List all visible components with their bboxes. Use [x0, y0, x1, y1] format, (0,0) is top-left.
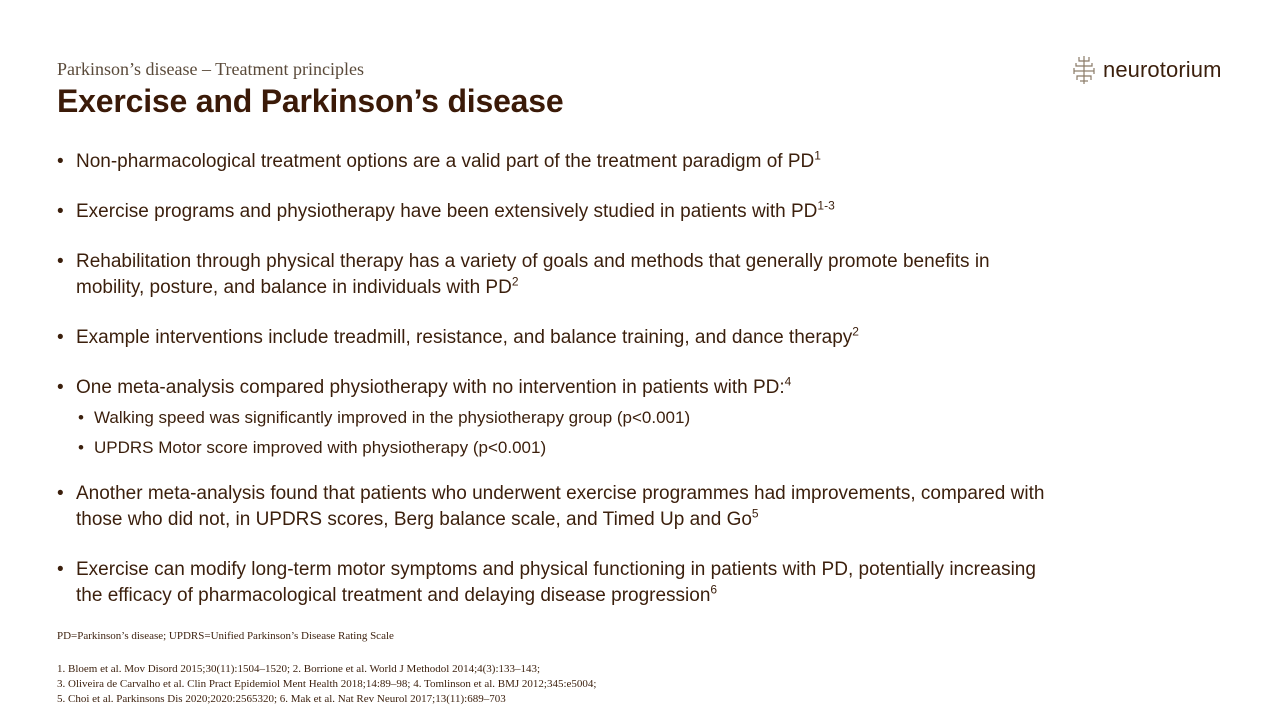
- bullet-text: Another meta-analysis found that patients who underwent exercise programmes had improvements, compared with those who did not, in UPDRS scores, Berg balance scale, and Timed Up and Go: [76, 483, 1045, 530]
- slide-title: Exercise and Parkinson’s disease: [57, 83, 564, 119]
- citation-sup: 1: [814, 148, 821, 163]
- bullet-item: [57, 199, 1047, 225]
- bullet-item: [57, 557, 1047, 609]
- bullet-item: [57, 325, 1047, 351]
- sub-bullet-item: • Walking speed was significantly improved in the physiotherapy group (p<0.001): [76, 405, 1047, 431]
- citation-sup: 1-3: [817, 198, 835, 213]
- logo-wordmark: neurotorium: [1103, 57, 1222, 82]
- bullet-list: [57, 149, 1047, 633]
- neurotorium-logo: [1071, 54, 1222, 86]
- bullet-text: Non-pharmacological treatment options are a valid part of the treatment paradigm of PD: [76, 151, 815, 172]
- neurotorium-logo-icon: [1071, 54, 1097, 86]
- bullet-text: Exercise can modify long-term motor symptoms and physical functioning in patients with PD, potentially increasing the efficacy of pharmacological treatment and delaying disease progression: [76, 559, 1036, 606]
- reference-line: 1. Bloem et al. Mov Disord 2015;30(11):1504–1520; 2. Borrione et al. World J Methodol 2014;4(3):133–143;: [57, 663, 541, 675]
- reference-line: 5. Choi et al. Parkinsons Dis 2020;2020:2565320; 6. Mak et al. Nat Rev Neurol 2017;13(11):689–703: [57, 693, 506, 705]
- references: [57, 662, 596, 707]
- citation-sup: 2: [511, 274, 519, 289]
- slide-kicker: Parkinson’s disease – Treatment principles: [57, 59, 364, 79]
- bullet-item: [57, 481, 1047, 533]
- citation-sup: 6: [710, 582, 718, 597]
- bullet-item: [57, 149, 1047, 175]
- bullet-text: Example interventions include treadmill, resistance, and balance training, and dance therapy: [76, 327, 853, 348]
- citation-sup: 5: [751, 506, 759, 521]
- bullet-text: Rehabilitation through physical therapy has a variety of goals and methods that generally promote benefits in mobility, posture, and balance in individuals with PD: [76, 251, 990, 298]
- reference-line: 3. Oliveira de Carvalho et al. Clin Pract Epidemiol Ment Health 2018;14:89–98; 4. Tomlinson et al. BMJ 2012;345:e5004;: [57, 678, 597, 690]
- bullet-item: [57, 249, 1047, 301]
- citation-sup: 4: [784, 374, 792, 389]
- abbreviations-footnote: PD=Parkinson’s disease; UPDRS=Unified Parkinson’s Disease Rating Scale: [57, 630, 394, 642]
- sub-bullet-list: [76, 405, 1047, 461]
- bullet-text: Exercise programs and physiotherapy have been extensively studied in patients with PD: [76, 201, 818, 222]
- bullet-text: One meta-analysis compared physiotherapy with no intervention in patients with PD:: [76, 377, 785, 398]
- citation-sup: 2: [852, 324, 859, 339]
- bullet-item: [57, 375, 1047, 461]
- sub-bullet-item: • UPDRS Motor score improved with physiotherapy (p<0.001): [76, 435, 1047, 461]
